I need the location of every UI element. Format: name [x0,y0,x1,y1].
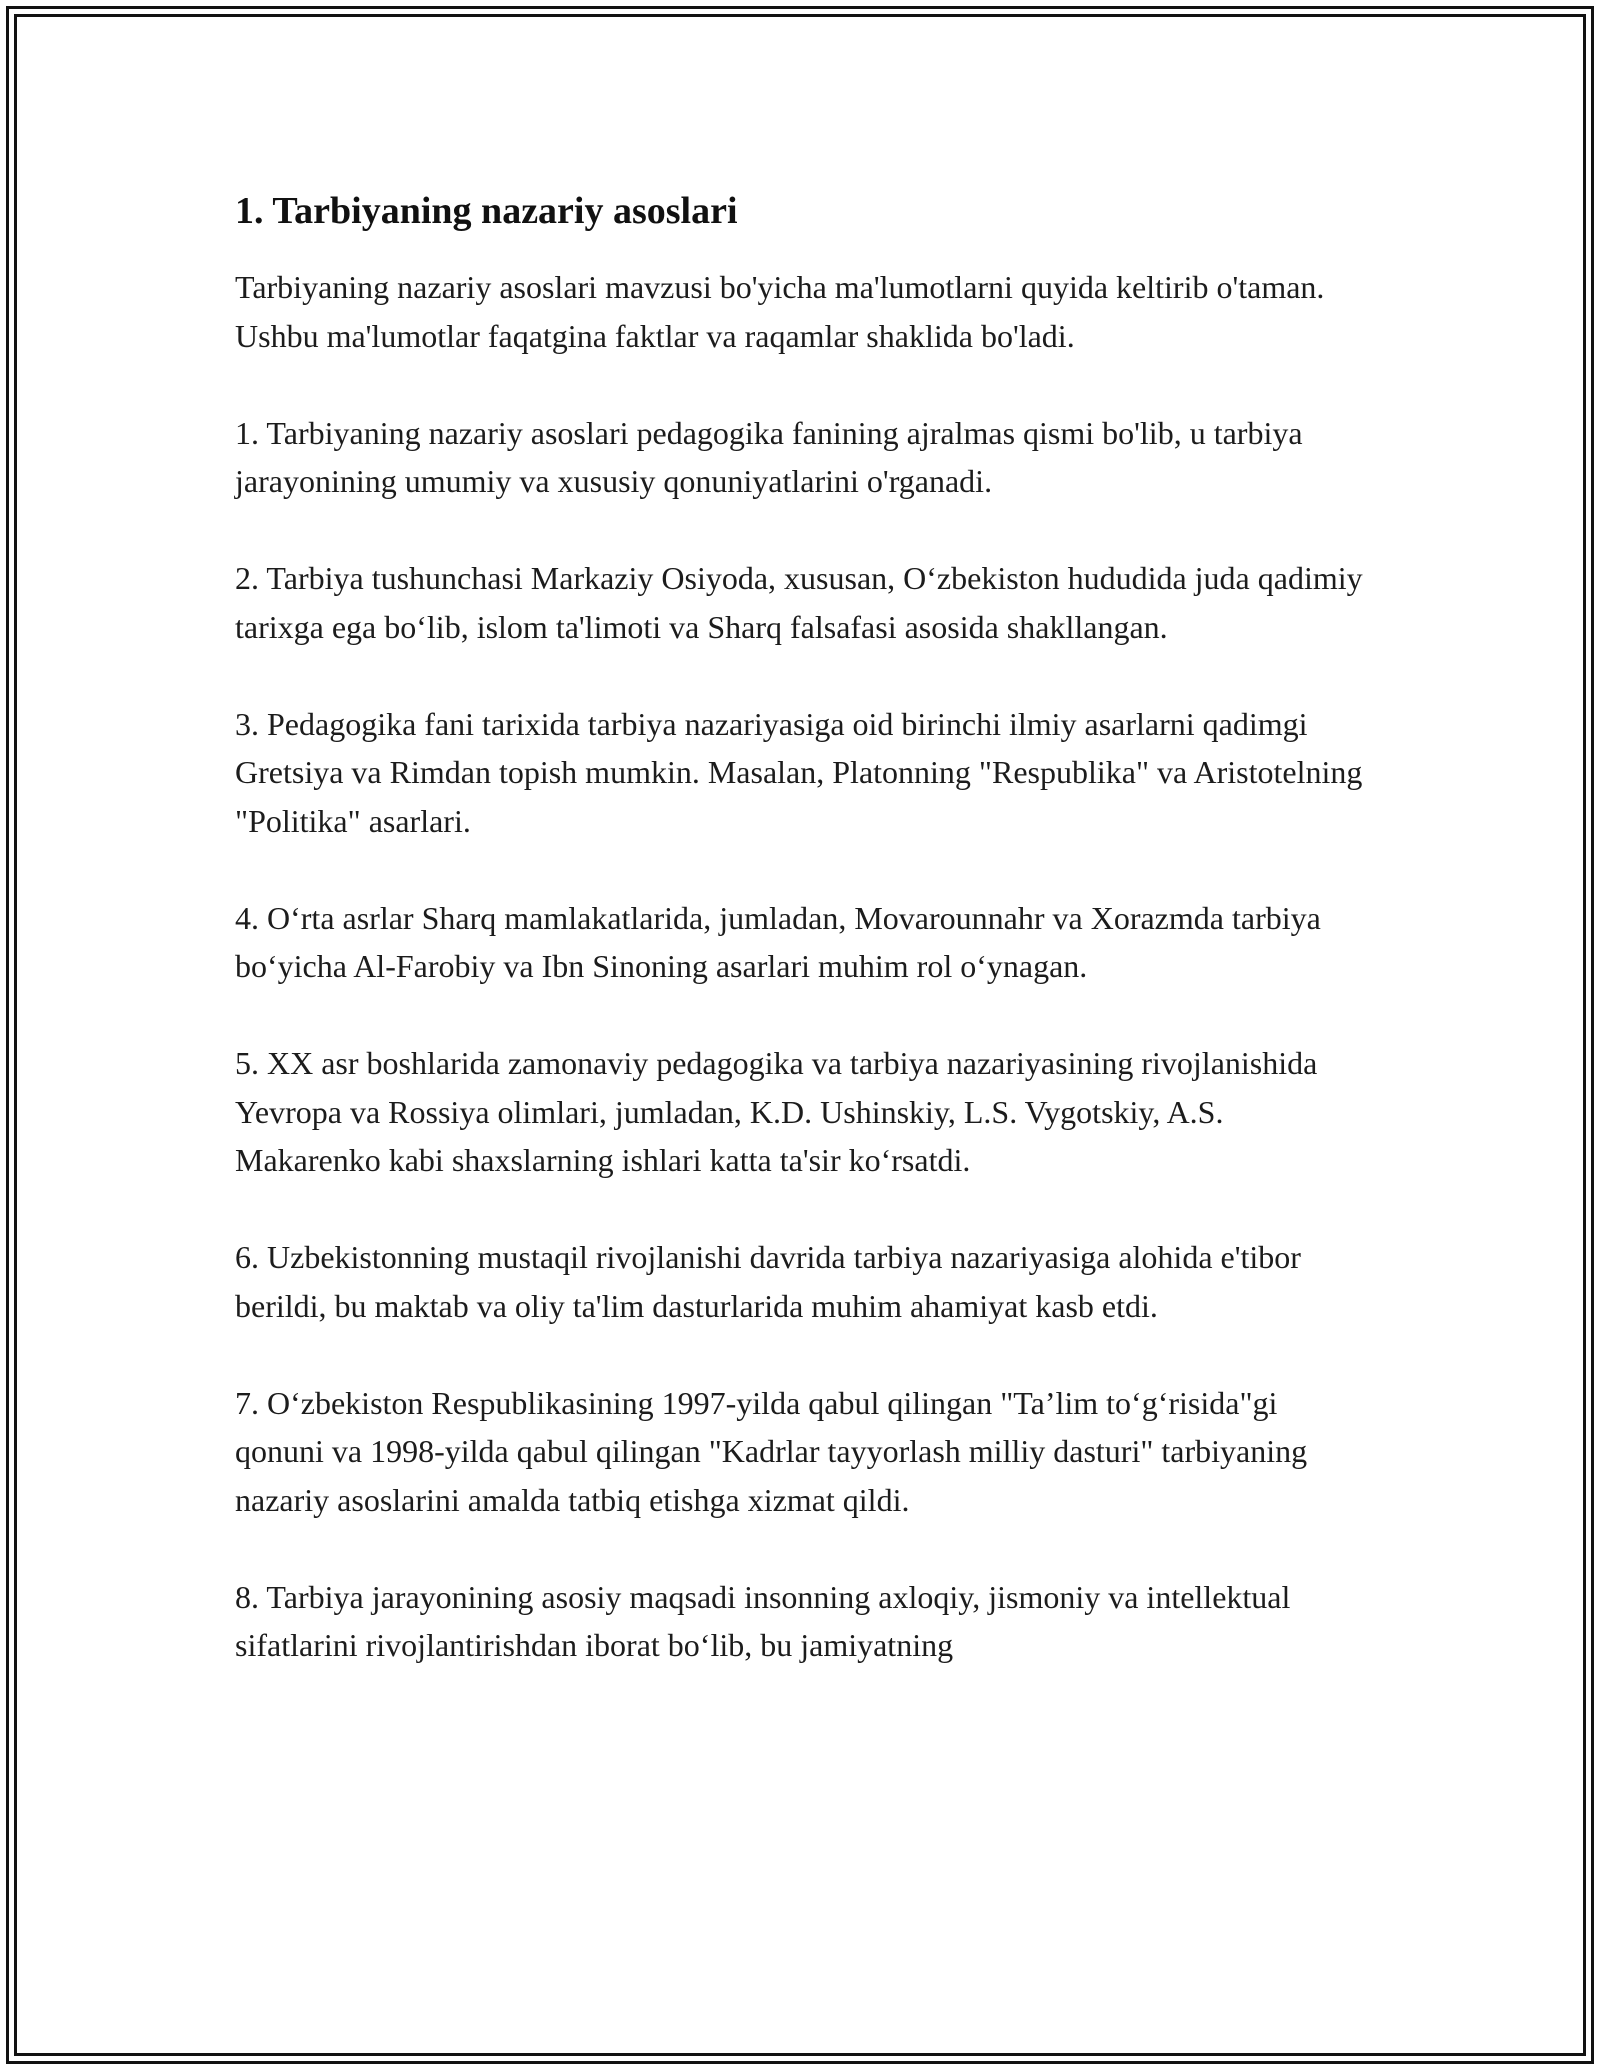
document-body [235,185,1365,1718]
paragraph-3: 3. Pedagogika fani tarixida tarbiya nazariyasiga oid birinchi ilmiy asarlarni qadimgi Gretsiya va Rimdan topish mumkin. Masalan, Platonning "Respublika" va Aristotelning "Politika" asarlari. [235,705,1363,839]
paragraph-7: 7. O‘zbekiston Respublikasining 1997-yilda qabul qilingan "Ta’lim to‘g‘risida"gi qonuni va 1998-yilda qabul qilingan "Kadrlar tayyorlash milliy dasturi" tarbiyaning nazariy asoslarini amalda tatbiq etishga xizmat qildi. [235,1384,1308,1518]
paragraph-4: 4. O‘rta asrlar Sharq mamlakatlarida, jumladan, Movarounnahr va Xorazmda tarbiya bo‘yicha Al-Farobiy va Ibn Sinoning asarlari muhim rol o‘ynagan. [235,899,1321,984]
paragraph-6: 6. Uzbekistonning mustaqil rivojlanishi davrida tarbiya nazariyasiga alohida e'tibor berildi, bu maktab va oliy ta'lim dasturlarida muhim ahamiyat kasb etdi. [235,1239,1301,1324]
paragraph-5: 5. XX asr boshlarida zamonaviy pedagogika va tarbiya nazariyasining rivojlanishida Yevropa va Rossiya olimlari, jumladan, K.D. Ushinskiy, L.S. Vygotskiy, A.S. Makarenko kabi shaxslarning ishlari katta ta'sir ko‘rsatdi. [235,1045,1318,1178]
paragraph-2: 2. Tarbiya tushunchasi Markaziy Osiyoda, xususan, O‘zbekiston hududida juda qadimiy tarixga ega bo‘lib, islom ta'limoti va Sharq falsafasi asosida shakllangan. [235,560,1363,645]
paragraph-8: 8. Tarbiya jarayonining asosiy maqsadi insonning axloqiy, jismoniy va intellektual sifatlarini rivojlantirishdan iborat bo‘lib, bu jamiyatning [235,1578,1291,1663]
paragraph-1: 1. Tarbiyaning nazariy asoslari pedagogika fanining ajralmas qismi bo'lib, u tarbiya jarayonining umumiy va xususiy qonuniyatlarini o'rganadi. [235,414,1303,499]
document-title: 1. Tarbiyaning nazariy asoslari [235,190,738,232]
intro-paragraph: Tarbiyaning nazariy asoslari mavzusi bo'yicha ma'lumotlarni quyida keltirib o'taman. Ushbu ma'lumotlar faqatgina faktlar va raqamlar shaklida bo'ladi. [235,269,1325,354]
